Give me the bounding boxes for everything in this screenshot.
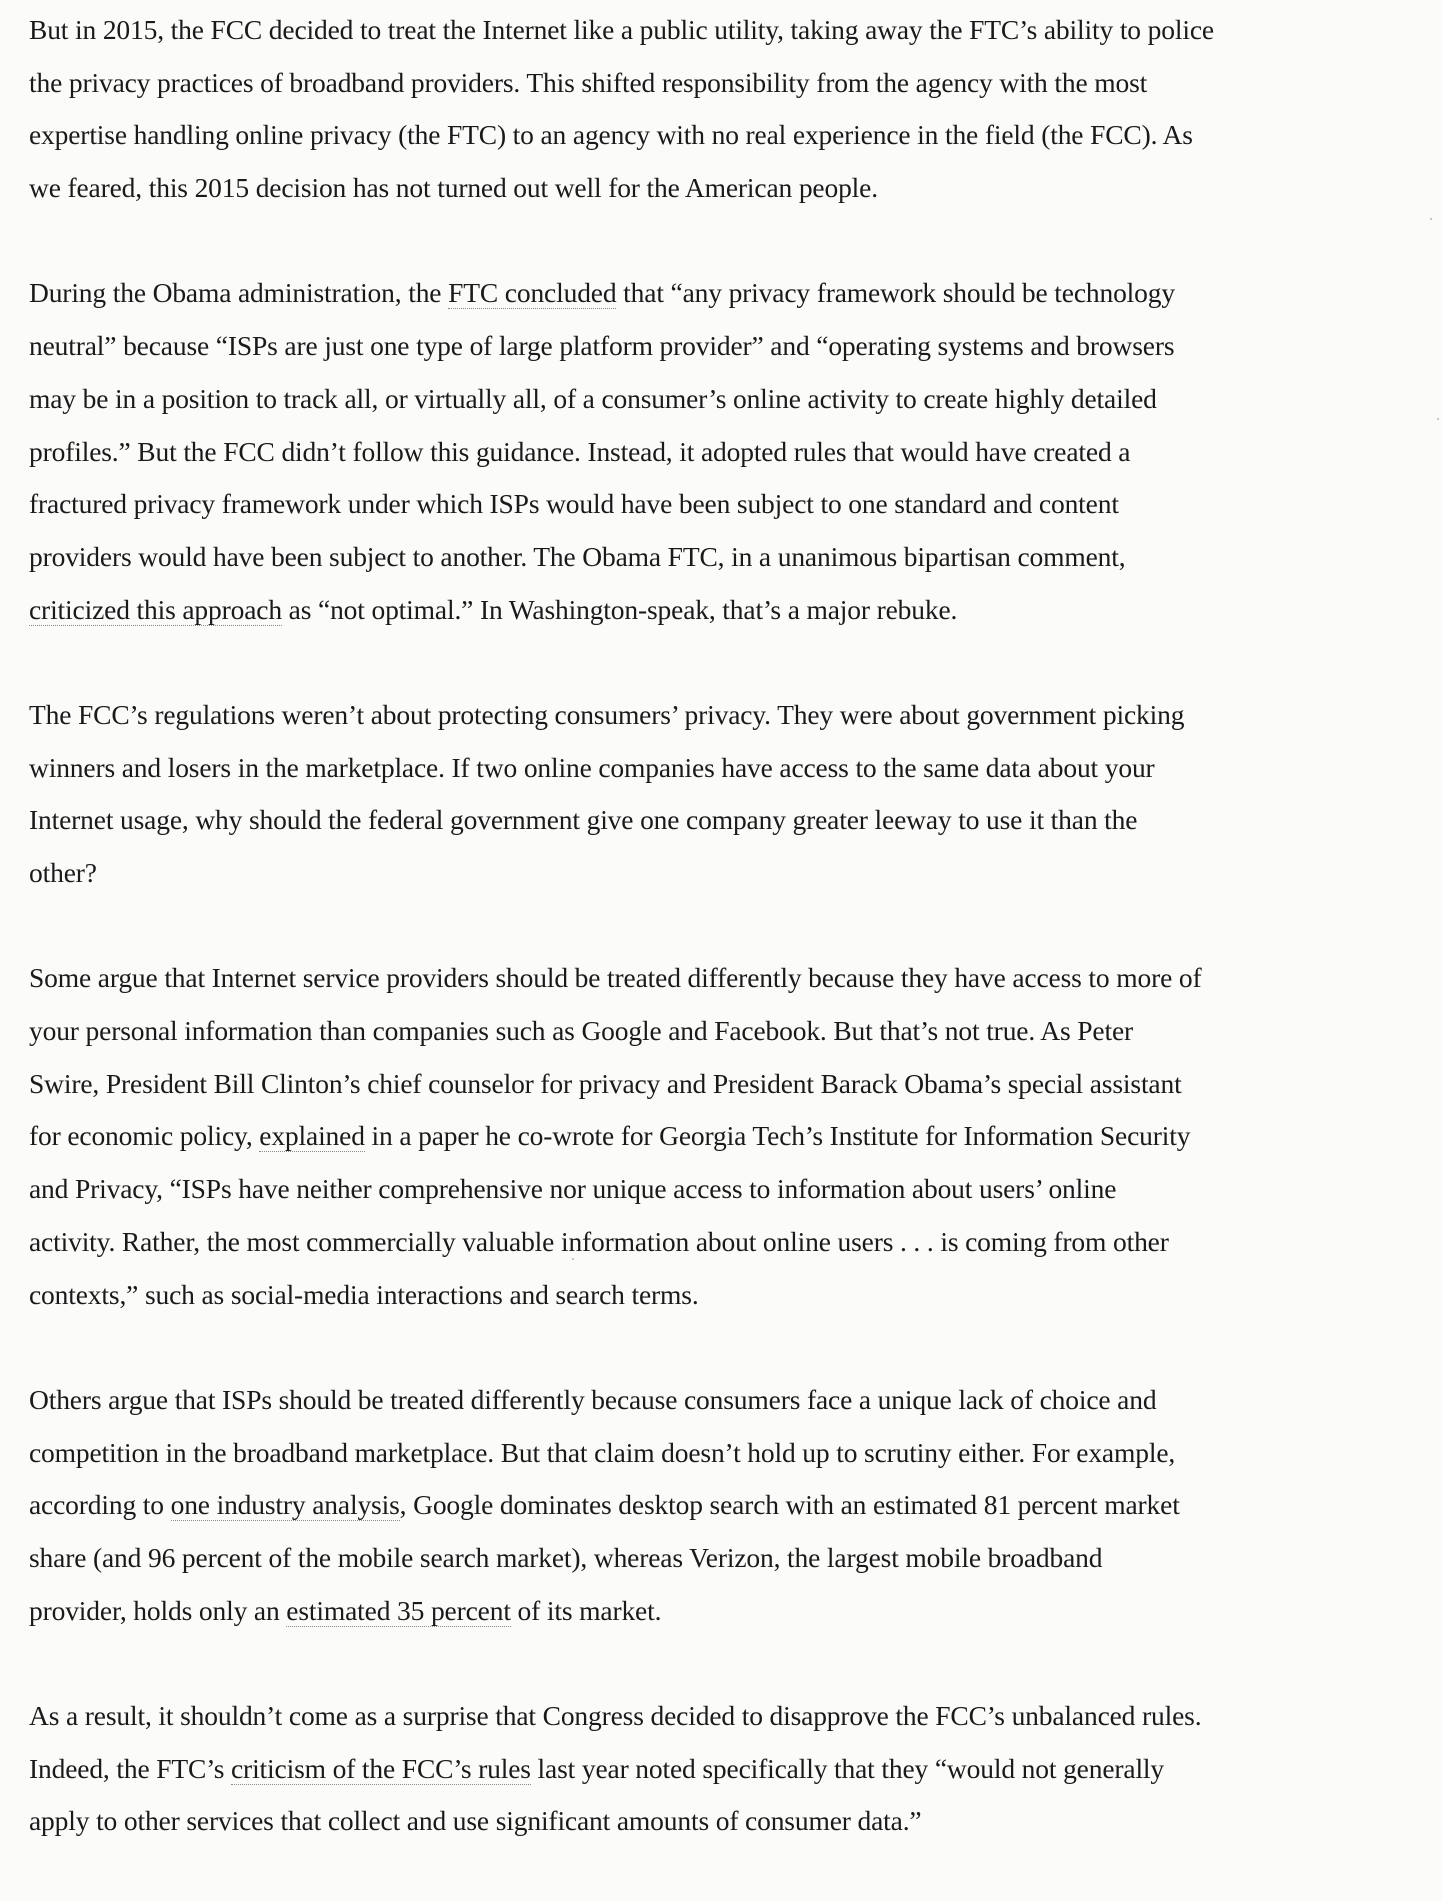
paragraph-p3: [29, 689, 1434, 900]
text-line: [29, 478, 1434, 531]
text-segment: competition in the broadband marketplace. But that claim doesn’t hold up to scrutiny either. For example,: [29, 1436, 1176, 1468]
text-line: [29, 1005, 1434, 1058]
text-line: [29, 1374, 1434, 1427]
text-segment: Swire, President Bill Clinton’s chief counselor for privacy and President Barack Obama’s special assistant: [29, 1067, 1182, 1099]
text-line: [29, 1427, 1434, 1480]
paragraph-p4: [29, 952, 1434, 1321]
text-line: [29, 1058, 1434, 1111]
text-segment: Indeed, the FTC’s: [29, 1752, 231, 1784]
text-segment: last year noted specifically that they “would not generally: [530, 1752, 1165, 1784]
scan-artifact: [572, 1258, 574, 1260]
text-line: [29, 742, 1434, 795]
inline-link[interactable]: criticism of the FCC’s rules: [231, 1752, 531, 1784]
paragraph-p2: [29, 267, 1434, 636]
text-line: [29, 1795, 1434, 1848]
text-segment: that “any privacy framework should be technology: [616, 277, 1175, 309]
text-line: [29, 1743, 1434, 1796]
text-line: [29, 1532, 1434, 1585]
text-segment: for economic policy,: [29, 1120, 260, 1152]
text-segment: other?: [29, 857, 97, 888]
text-line: [29, 267, 1434, 320]
text-line: [29, 1216, 1434, 1269]
paragraph-p5: [29, 1374, 1434, 1637]
scan-artifact: [1437, 418, 1439, 420]
text-line: [29, 531, 1434, 584]
text-line: [29, 320, 1434, 373]
text-segment: of its market.: [510, 1594, 662, 1626]
text-line: [29, 794, 1434, 847]
text-segment: The FCC’s regulations weren’t about protecting consumers’ privacy. They were about government picking: [29, 698, 1185, 730]
text-line: [29, 1110, 1434, 1163]
text-line: [29, 4, 1434, 57]
text-segment: Some argue that Internet service providers should be treated differently because they have access to more of: [29, 962, 1202, 994]
inline-link[interactable]: explained: [259, 1120, 365, 1152]
text-line: [29, 162, 1434, 215]
text-line: [29, 689, 1434, 742]
text-segment: Internet usage, why should the federal government give one company greater leeway to use it than the: [29, 804, 1138, 836]
text-segment: in a paper he co-wrote for Georgia Tech’s Institute for Information Security: [364, 1120, 1191, 1152]
text-segment: and Privacy, “ISPs have neither comprehensive nor unique access to information about users’ online: [29, 1173, 1117, 1205]
text-line: [29, 952, 1434, 1005]
text-line: [29, 1163, 1434, 1216]
text-line: [29, 57, 1434, 110]
text-segment: neutral” because “ISPs are just one type of large platform provider” and “operating systems and browsers: [29, 330, 1175, 362]
text-segment: As a result, it shouldn’t come as a surprise that Congress decided to disapprove the FCC’s unbalanced rules.: [29, 1700, 1202, 1731]
text-segment: apply to other services that collect and use significant amounts of consumer data.”: [29, 1805, 922, 1837]
inline-link[interactable]: one industry analysis: [170, 1489, 400, 1521]
inline-link[interactable]: estimated 35 percent: [286, 1594, 511, 1626]
text-segment: providers would have been subject to another. The Obama FTC, in a unanimous bipartisan comment,: [29, 540, 1126, 572]
text-segment: But in 2015, the FCC decided to treat the Internet like a public utility, taking away the FTC’s ability to police: [29, 14, 1214, 45]
text-line: [29, 1690, 1434, 1743]
text-segment: During the Obama administration, the: [29, 277, 449, 309]
inline-link[interactable]: FTC concluded: [448, 277, 617, 309]
text-segment: according to: [29, 1489, 171, 1521]
text-segment: fractured privacy framework under which ISPs would have been subject to one standard and content: [29, 488, 1119, 520]
text-line: [29, 426, 1434, 479]
text-segment: may be in a position to track all, or virtually all, of a consumer’s online activity to create highly detailed: [29, 382, 1157, 414]
text-line: [29, 1585, 1434, 1638]
text-line: [29, 847, 1434, 900]
text-segment: activity. Rather, the most commercially valuable information about online users . . . is coming from other: [29, 1225, 1169, 1257]
article-body: [29, 4, 1434, 1901]
text-line: [29, 1479, 1434, 1532]
text-line: [29, 1269, 1434, 1322]
text-line: [29, 373, 1434, 426]
text-segment: as “not optimal.” In Washington-speak, that’s a major rebuke.: [281, 593, 958, 625]
inline-link[interactable]: criticized this approach: [29, 593, 282, 625]
text-segment: we feared, this 2015 decision has not turned out well for the American people.: [29, 172, 878, 204]
text-segment: Others argue that ISPs should be treated differently because consumers face a unique lack of choice and: [29, 1383, 1157, 1415]
paragraph-p6: [29, 1690, 1434, 1848]
paragraph-p1: [29, 4, 1434, 215]
scan-artifact: [1430, 218, 1432, 220]
text-segment: your personal information than companies such as Google and Facebook. But that’s not true. As Peter: [29, 1015, 1134, 1047]
text-segment: share (and 96 percent of the mobile search market), whereas Verizon, the largest mobile broadband: [29, 1541, 1103, 1573]
text-segment: expertise handling online privacy (the FTC) to an agency with no real experience in the field (the FCC). As: [29, 119, 1193, 151]
text-line: [29, 109, 1434, 162]
text-segment: the privacy practices of broadband providers. This shifted responsibility from the agency with the most: [29, 66, 1148, 98]
text-segment: contexts,” such as social-media interactions and search terms.: [29, 1278, 699, 1310]
text-segment: , Google dominates desktop search with an estimated 81 percent market: [399, 1489, 1180, 1521]
text-segment: winners and losers in the marketplace. If two online companies have access to the same data about your: [29, 751, 1155, 783]
text-segment: profiles.” But the FCC didn’t follow this guidance. Instead, it adopted rules that would have created a: [29, 435, 1131, 467]
text-line: [29, 584, 1434, 637]
text-segment: provider, holds only an: [29, 1594, 287, 1626]
